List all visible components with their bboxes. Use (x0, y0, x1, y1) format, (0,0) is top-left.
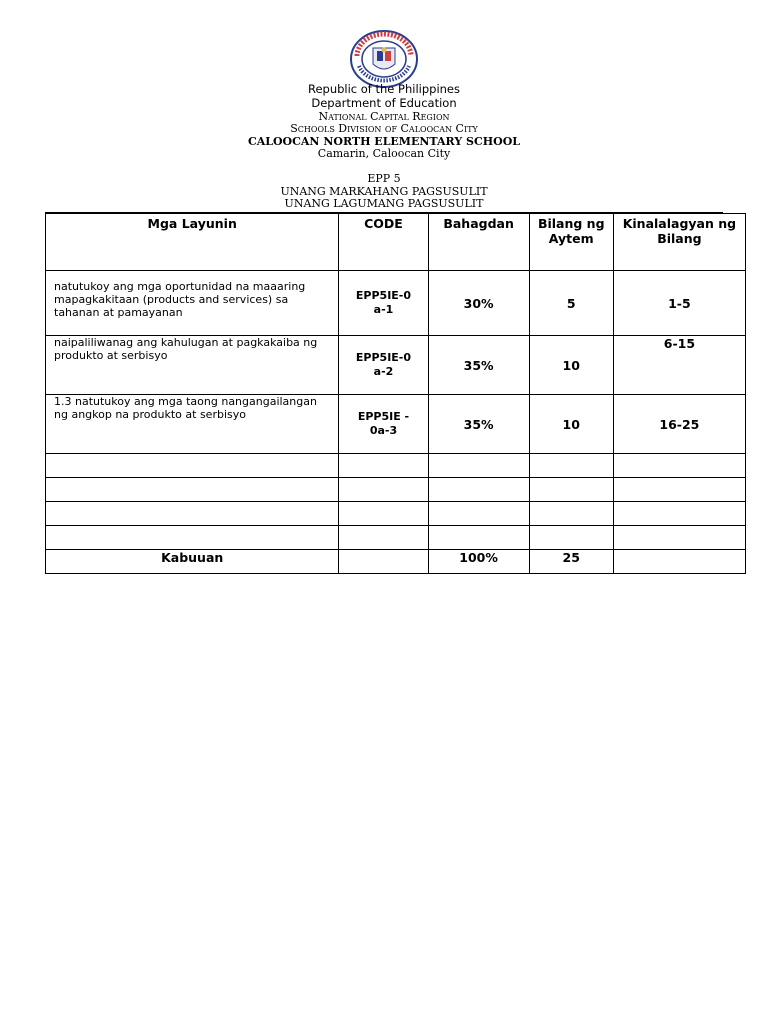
placement-cell: 6-15 (613, 336, 745, 395)
school-name: CALOOCAN NORTH ELEMENTARY SCHOOL (247, 135, 521, 148)
code-cell: EPP5IE -0a-3 (339, 395, 428, 454)
items-cell: 10 (529, 395, 613, 454)
header-region: National Capital Region (318, 110, 450, 123)
empty-row (46, 478, 746, 502)
percent-cell: 35% (428, 336, 529, 395)
empty-row (46, 526, 746, 550)
table-row (46, 395, 746, 454)
header-republic: Republic of the Philippines (307, 82, 461, 96)
col-header-code: CODE (339, 214, 428, 271)
empty-row (46, 502, 746, 526)
header-department: Department of Education (311, 96, 457, 110)
total-percent: 100% (428, 550, 529, 574)
school-address: Camarin, Caloocan City (317, 147, 451, 160)
subject-title: EPP 5 (367, 172, 401, 185)
total-items: 25 (529, 550, 613, 574)
items-cell: 5 (529, 271, 613, 336)
table-row (46, 271, 746, 336)
col-header-objectives: Mga Layunin (46, 214, 339, 271)
objective-cell: natutukoy ang mga oportunidad na maaaring mapagkakitaan (products and services) sa tahanan at pamayanan (46, 271, 339, 336)
code-cell: EPP5IE-0a-1 (339, 271, 428, 336)
col-header-percent: Bahagdan (428, 214, 529, 271)
table-row (46, 336, 746, 395)
deped-seal-icon (349, 30, 419, 88)
placement-cell: 1-5 (613, 271, 745, 336)
percent-cell: 30% (428, 271, 529, 336)
total-row (46, 550, 746, 574)
total-label: Kabuuan (46, 550, 339, 574)
exam-title: UNANG MARKAHANG PAGSUSULIT (280, 185, 488, 198)
percent-cell: 35% (428, 395, 529, 454)
objective-cell: naipaliliwanag ang kahulugan at pagkakaiba ng produkto at serbisyo (46, 336, 339, 395)
placement-cell: 16-25 (613, 395, 745, 454)
col-header-placement: Kinalalagyan ng Bilang (613, 214, 745, 271)
header-division: Schools Division of Caloocan City (290, 122, 478, 135)
col-header-item-count: Bilang ng Aytem (529, 214, 613, 271)
table-of-specifications (45, 213, 746, 574)
empty-row (46, 454, 746, 478)
code-cell: EPP5IE-0a-2 (339, 336, 428, 395)
table-header-row (46, 214, 746, 271)
quiz-title: UNANG LAGUMANG PAGSUSULIT (284, 197, 484, 210)
objective-cell: 1.3 natutukoy ang mga taong nangangailangan ng angkop na produkto at serbisyo (46, 395, 339, 454)
items-cell: 10 (529, 336, 613, 395)
